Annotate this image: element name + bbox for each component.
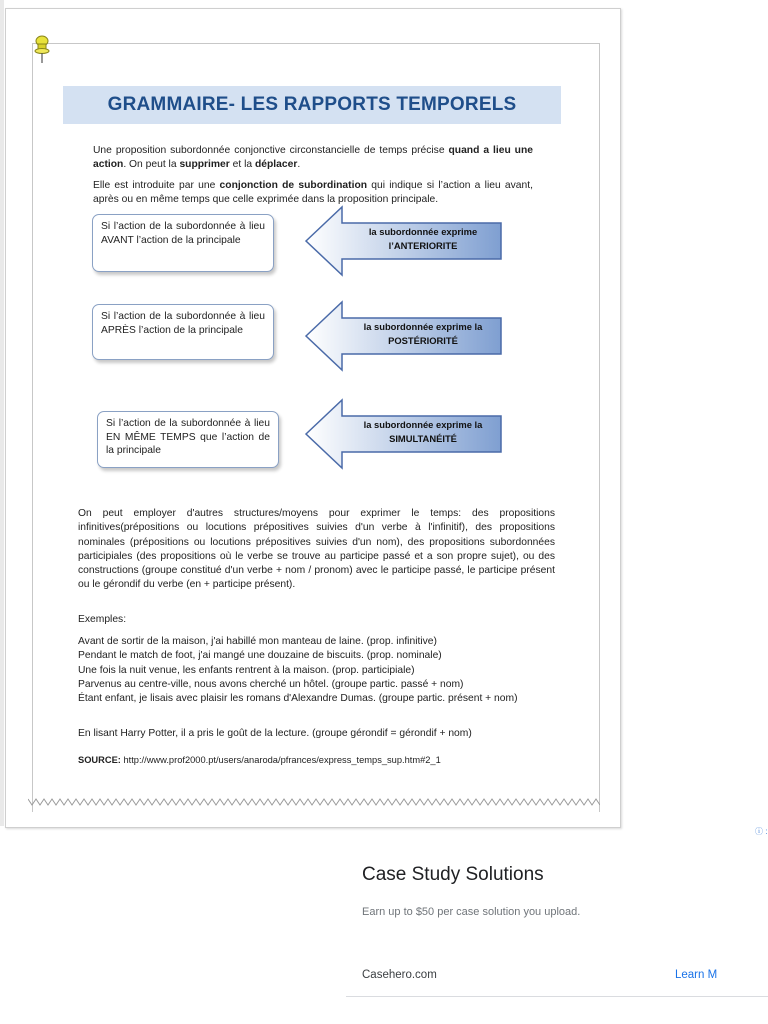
example-line: Parvenus au centre-ville, nous avons cherché un hôtel. (groupe partic. passé + nom) — [78, 678, 464, 690]
ad-description: Earn up to $50 per case solution you upload. — [362, 906, 581, 918]
ad-learn-more-link[interactable]: Learn M — [675, 969, 718, 981]
examples-list — [78, 635, 555, 706]
ad-domain[interactable]: Casehero.com — [362, 969, 437, 981]
pushpin-icon — [33, 34, 51, 64]
arrow-label-line2: POSTÉRIORITÉ — [388, 335, 458, 346]
explanation-paragraph — [78, 507, 555, 593]
title-banner — [63, 86, 561, 124]
examples-heading-text: Exemples: — [78, 614, 127, 625]
example-line: Pendant le match de foot, j'ai mangé une douzaine de biscuits. (prop. nominale) — [78, 650, 442, 662]
intro1-bold: supprimer — [179, 158, 230, 170]
source-url: http://www.prof2000.pt/users/anaroda/pfrances/express_temps_sup.htm#2_1 — [120, 755, 441, 765]
gerondif-example — [78, 727, 555, 741]
gerondif-example-text: En lisant Harry Potter, il a pris le goût de la lecture. (groupe gérondif = gérondif + nom) — [78, 728, 472, 739]
arrow-label-line2: l’ANTERIORITE — [388, 240, 458, 251]
intro2-text: Elle est introduite par une — [93, 180, 220, 191]
condition-box-simultaneity: Si l’action de la subordonnée à lieu EN MÊME TEMPS que l’action de la principale — [97, 411, 279, 468]
document-title: GRAMMAIRE- LES RAPPORTS TEMPORELS — [107, 94, 517, 115]
source-line — [78, 753, 555, 767]
intro1-bold: déplacer — [254, 158, 298, 170]
intro1-text: . — [297, 158, 301, 170]
arrow-posteriority — [304, 300, 504, 372]
intro1-text: . On peut la — [123, 158, 180, 170]
arrow-label-line1: la subordonnée exprime — [368, 226, 478, 237]
arrow-label-line1: la subordonnée exprime la — [363, 321, 483, 332]
arrow-label-line2: SIMULTANÉITÉ — [389, 433, 457, 444]
intro1-bold: quand a lieu une action — [93, 145, 533, 170]
arrow-simultaneity — [304, 398, 504, 470]
intro1-text: et la — [229, 158, 255, 170]
source-label: SOURCE: — [78, 755, 121, 765]
page-tear-edge — [28, 795, 600, 809]
ad-title[interactable]: Case Study Solutions — [362, 864, 544, 885]
intro-paragraph-2 — [93, 179, 533, 206]
ad-info-icon[interactable]: ⓘ : — [755, 827, 768, 836]
example-line: Étant enfant, je lisais avec plaisir les romans d'Alexandre Dumas. (groupe partic. présent + nom) — [78, 693, 518, 705]
document-page — [5, 8, 621, 828]
example-line: Une fois la nuit venue, les enfants rentrent à la maison. (prop. participiale) — [78, 664, 415, 676]
intro1-text: Une proposition subordonnée conjonctive circonstancielle de temps précise — [93, 145, 449, 156]
viewer-background — [0, 0, 4, 826]
arrow-anteriority — [304, 205, 504, 277]
example-line: Avant de sortir de la maison, j'ai habillé mon manteau de laine. (prop. infinitive) — [78, 636, 437, 647]
ad-divider — [346, 996, 768, 997]
arrow-label-line1: la subordonnée exprime la — [363, 419, 483, 430]
explanation-text: On peut employer d'autres structures/moyens pour exprimer le temps: des propositions infinitives(prépositions ou locutions prépositives suivies d'un verbe à l'infinitif), des propositions nominales (prépositions ou locutions prépositives suivies d'un nom), des propositions subordonnées participiales (des propositions où le verbe se trouve au participe passé et a son propre sujet), ou des constructions (groupe constitué d'un verbe + nom / pronom) avec le participe passé, le participe présent ou le gérondif du verbe (en + participe présent). — [78, 508, 555, 591]
condition-box-posteriority: Si l’action de la subordonnée à lieu APRÈS l’action de la principale — [92, 304, 274, 360]
intro2-bold: conjonction de subordination — [219, 180, 368, 191]
condition-box-anteriority: Si l’action de la subordonnée à lieu AVANT l’action de la principale — [92, 214, 274, 272]
intro2-text: qui indique si l’action a lieu avant, après ou en même temps que celle exprimée dans la proposition principale. — [93, 180, 533, 205]
intro-paragraph-1 — [93, 144, 533, 171]
examples-heading — [78, 613, 555, 627]
